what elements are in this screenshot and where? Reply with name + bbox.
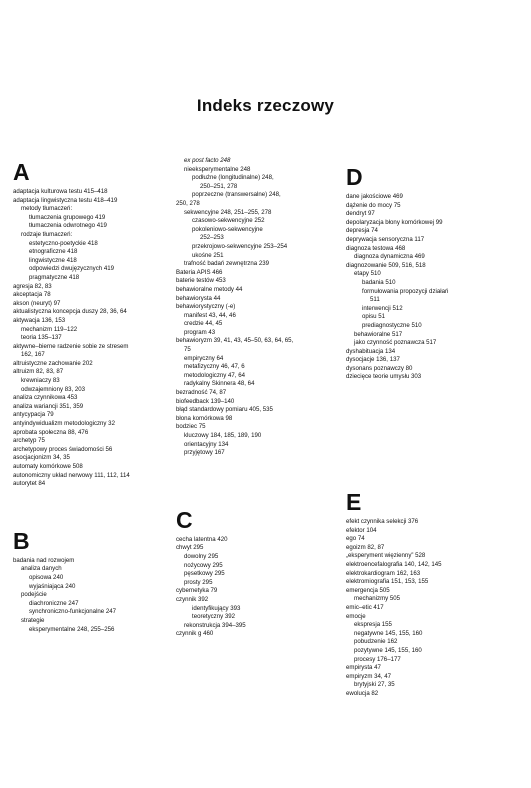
- index-entry: negatywne 145, 155, 160: [354, 629, 423, 637]
- section-letter-e: E: [346, 489, 362, 516]
- entry-list: [13, 557, 173, 634]
- index-entry: altruistyczne zachowanie 202: [13, 359, 93, 367]
- index-entry: diagnoza dynamiczna 469: [354, 253, 425, 261]
- index-entry: 75: [184, 346, 191, 354]
- index-entry: rodzaje tłumaczeń:: [21, 230, 73, 238]
- index-entry: pobudzenie 162: [354, 638, 398, 646]
- entry-list: [13, 188, 173, 489]
- index-entry: estetyczno-poetyckie 418: [29, 239, 98, 247]
- index-entry: aktywne–bierne radzenie sobie ze stresem: [13, 342, 129, 350]
- index-entry: aktualistyczna koncepcja duszy 28, 36, 64: [13, 308, 127, 316]
- index-entry: metody tłumaczeń:: [21, 205, 73, 213]
- index-entry: efektor 104: [346, 526, 377, 534]
- index-entry: prosty 295: [184, 578, 213, 586]
- index-entry: dysocjacje 136, 137: [346, 356, 400, 364]
- entry-list: [346, 518, 506, 698]
- entry-list: [176, 536, 336, 639]
- index-entry: dowolny 295: [184, 552, 219, 560]
- index-entry: deprywacja sensoryczna 117: [346, 235, 425, 243]
- index-entry: analiza wariancji 351, 359: [13, 402, 84, 410]
- index-entry: wyjaśniająca 240: [29, 582, 76, 590]
- index-entry: ekspresja 155: [354, 621, 392, 629]
- index-entry: behawioralne 517: [354, 330, 403, 338]
- index-entry: kluczowy 184, 185, 189, 190: [184, 432, 262, 439]
- index-entry: 162, 167: [21, 351, 45, 359]
- index-entry: 250–251, 278: [200, 182, 238, 190]
- index-entry: bezradność 74, 87: [176, 389, 227, 397]
- index-entry: emic–etic 417: [346, 604, 384, 611]
- index-entry: behawioryzm 39, 41, 43, 45–50, 63, 64, 65,: [176, 337, 294, 345]
- index-entry: automaty komórkowe 508: [13, 463, 83, 470]
- index-entry: diagnozowanie 509, 516, 518: [346, 261, 426, 269]
- index-entry: 252–253: [200, 234, 224, 242]
- index-entry: przyjętowy 167: [184, 449, 225, 457]
- index-entry: mechanizm 119–122: [21, 325, 78, 333]
- index-entry: cybernetyka 79: [176, 587, 218, 595]
- index-entry: tłumaczenia odwrotnego 419: [29, 222, 107, 230]
- index-entry: „eksperyment więzienny” 528: [346, 552, 426, 560]
- index-entry: emergencja 505: [346, 586, 390, 594]
- index-column-1: [13, 160, 173, 634]
- index-section-b-continued: [176, 157, 336, 458]
- section-letter-d: D: [346, 164, 363, 190]
- index-entry: adaptacja lingwistyczna testu 418–419: [13, 196, 118, 204]
- index-entry: nieeksperymentalne 248: [184, 165, 251, 173]
- index-entry: badania 510: [362, 278, 396, 286]
- index-entry: dążenie do mocy 75: [346, 201, 401, 209]
- index-entry: dziecięce teorie umysłu 303: [346, 373, 422, 381]
- index-entry: podejście: [21, 591, 47, 599]
- index-entry: elektrokardiogram 162, 163: [346, 569, 421, 577]
- index-entry: Bateria APIS 466: [176, 268, 223, 276]
- index-entry: analiza czynnikowa 453: [13, 394, 78, 402]
- index-entry: biofeedback 139–140: [176, 397, 235, 405]
- entry-list: [346, 193, 506, 382]
- index-entry: akceptacja 78: [13, 291, 51, 299]
- index-section-e: [346, 490, 506, 698]
- index-entry: efekt czynnika selekcji 376: [346, 518, 419, 526]
- entry-list: [176, 157, 336, 458]
- index-entry: metodologiczny 47, 64: [184, 371, 245, 379]
- index-entry: orientacyjny 134: [184, 440, 229, 448]
- index-entry: behawiorysta 44: [176, 294, 221, 302]
- index-entry: lingwistyczne 418: [29, 256, 77, 264]
- index-entry: strategie: [21, 616, 45, 624]
- index-entry: prediagnostyczne 510: [362, 321, 422, 329]
- index-entry: trafność badań zewnętrzna 239: [184, 260, 270, 268]
- index-entry: identyfikujący 393: [192, 604, 241, 612]
- index-entry: archetyp 75: [13, 437, 45, 445]
- index-entry: teoretyczny 392: [192, 613, 236, 621]
- index-entry: credzie 44, 45: [184, 320, 223, 328]
- index-column-2: [176, 157, 336, 639]
- index-entry: empiryzm 34, 47: [346, 672, 392, 680]
- index-entry: eksperymentalne 248, 255–256: [29, 625, 115, 633]
- index-entry: depolaryzacja błony komórkowej 99: [346, 218, 443, 226]
- index-entry: baterie testów 453: [176, 277, 226, 285]
- index-entry: rekonstrukcja 394–395: [184, 621, 246, 629]
- section-letter-b: B: [13, 527, 30, 554]
- section-letter-a: A: [13, 159, 30, 185]
- index-entry: odwzajemniony 83, 203: [21, 385, 86, 393]
- index-section-d: [346, 165, 506, 382]
- index-entry: odpowiedzi dwujęzycznych 419: [29, 265, 115, 273]
- index-entry: antycypacja 79: [13, 411, 54, 419]
- index-entry: dendryt 97: [346, 210, 375, 218]
- index-entry: ex post facto 248: [184, 157, 231, 164]
- index-entry: empiryczny 64: [184, 354, 224, 362]
- index-entry: archetypowy proces świadomości 56: [13, 445, 113, 453]
- index-entry: autorytet 84: [13, 480, 46, 488]
- index-entry: badania nad rozwojem: [13, 556, 75, 564]
- index-entry: dysonans poznawczy 80: [346, 364, 413, 372]
- index-entry: depresja 74: [346, 227, 378, 235]
- index-entry: pęsetkowy 295: [184, 570, 225, 578]
- index-entry: błona komórkowa 98: [176, 414, 233, 422]
- index-entry: nożycowy 295: [184, 561, 223, 569]
- index-entry: program 43: [184, 328, 216, 336]
- index-entry: elektromiografia 151, 153, 155: [346, 578, 429, 586]
- index-entry: agresja 82, 83: [13, 282, 52, 290]
- index-entry: czynnik 392: [176, 595, 209, 603]
- index-section-c: [176, 508, 336, 639]
- index-entry: teoria 135–137: [21, 334, 62, 342]
- index-entry: etapy 510: [354, 270, 381, 278]
- page-title: Indeks rzeczowy: [196, 96, 335, 115]
- index-entry: analiza danych: [21, 565, 62, 573]
- index-section-a: [13, 160, 173, 489]
- index-entry: diagnoza testowa 468: [346, 244, 406, 252]
- index-entry: czasowo-sekwencyjne 252: [192, 217, 265, 225]
- index-entry: behawiorystyczny (-e): [176, 303, 236, 311]
- index-entry: pokoleniowo-sekwencyjne: [192, 225, 263, 233]
- index-entry: dane jakościowe 469: [346, 193, 403, 200]
- index-entry: bodziec 75: [176, 423, 206, 431]
- index-entry: pozytywne 145, 155, 160: [354, 646, 422, 654]
- index-entry: krewniaczy 83: [21, 377, 60, 385]
- index-entry: aktywacja 136, 153: [13, 316, 66, 324]
- index-entry: poprzeczne (transwersalne) 248,: [192, 191, 281, 199]
- index-entry: ego 74: [346, 535, 365, 543]
- index-entry: akson (neuryt) 97: [13, 299, 61, 307]
- index-entry: brytyjski 27, 35: [354, 681, 395, 689]
- index-entry: altruizm 82, 83, 87: [13, 368, 64, 376]
- index-entry: empirysta 47: [346, 664, 381, 672]
- index-entry: czynnik g 460: [176, 630, 214, 638]
- index-entry: procesy 176–177: [354, 655, 401, 663]
- index-entry: tłumaczenia grupowego 419: [29, 213, 106, 221]
- index-section-b: [13, 529, 173, 634]
- index-entry: chwyt 295: [176, 544, 204, 552]
- index-entry: błąd standardowy pomiaru 405, 535: [176, 406, 273, 414]
- index-entry: behawioralne metody 44: [176, 285, 243, 293]
- index-entry: manifest 43, 44, 46: [184, 311, 236, 319]
- index-entry: mechanizmy 505: [354, 595, 401, 603]
- index-column-3: [346, 165, 506, 699]
- index-entry: ukośne 251: [192, 251, 224, 259]
- section-letter-c: C: [176, 506, 193, 533]
- index-entry: asocjacjonizm 34, 35: [13, 454, 70, 462]
- index-entry: interwencji 512: [362, 304, 403, 312]
- index-entry: emocje: [346, 612, 366, 620]
- index-entry: sekwencyjne 248, 251–255, 278: [184, 208, 272, 216]
- index-entry: egoizm 82, 87: [346, 543, 385, 551]
- index-entry: cecha latentna 420: [176, 535, 228, 543]
- index-entry: aprobata społeczna 88, 476: [13, 428, 89, 436]
- index-entry: adaptacja kulturowa testu 415–418: [13, 188, 108, 195]
- index-entry: elektroencefalografia 140, 142, 145: [346, 561, 442, 569]
- index-entry: 511: [370, 296, 380, 304]
- index-entry: synchroniczno-funkcjonalne 247: [29, 608, 117, 616]
- index-entry: diachroniczne 247: [29, 599, 79, 607]
- index-entry: metafizyczny 46, 47, 6: [184, 363, 245, 371]
- index-entry: przekrojowo-sekwencyjne 253–254: [192, 242, 288, 250]
- index-entry: opisowa 240: [29, 573, 64, 581]
- index-entry: formułowania propozycji działań: [362, 287, 449, 295]
- index-entry: autonomiczny układ nerwowy 111, 112, 114: [13, 471, 130, 479]
- index-entry: podłużne (longitudinalne) 248,: [192, 174, 274, 182]
- index-entry: jako czynność poznawcza 517: [354, 339, 437, 347]
- index-entry: antyindywidualizm metodologiczny 32: [13, 420, 115, 428]
- index-entry: ewolucja 82: [346, 689, 379, 697]
- index-entry: opisu 51: [362, 313, 386, 321]
- index-entry: dyshabituacja 134: [346, 347, 396, 355]
- index-entry: 250, 278: [176, 199, 200, 207]
- index-entry: etnograficzne 418: [29, 248, 78, 256]
- index-entry: pragmatyczne 418: [29, 273, 80, 281]
- index-entry: radykalny Skinnera 48, 64: [184, 380, 255, 388]
